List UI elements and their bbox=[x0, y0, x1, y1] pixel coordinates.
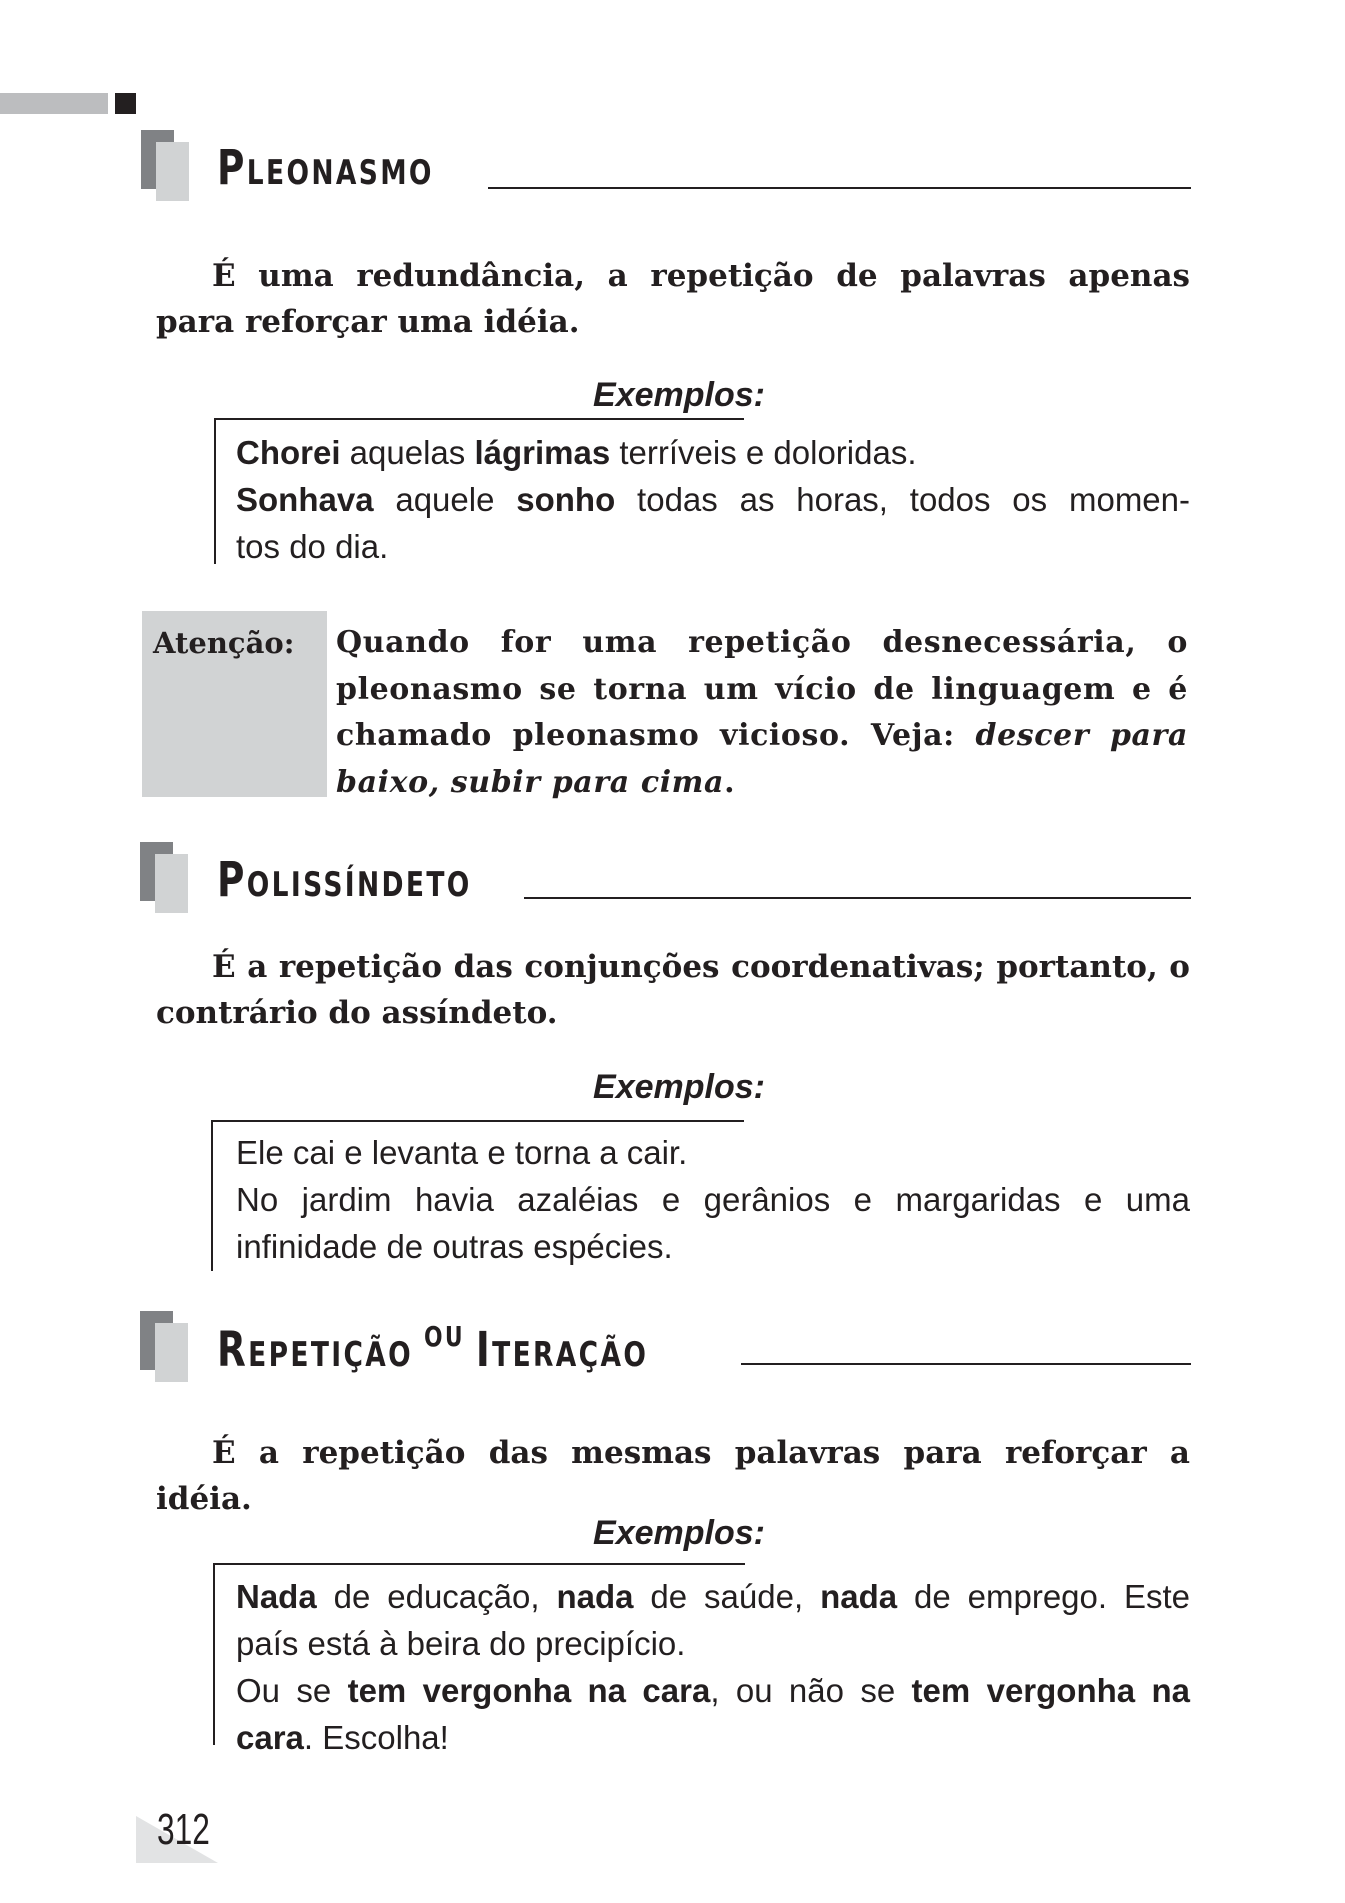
title-rest: EPETIÇÃO bbox=[248, 1335, 414, 1375]
examples-list bbox=[236, 429, 1190, 570]
example-text: Ou se bbox=[236, 1672, 348, 1709]
definition-pleonasmo bbox=[156, 253, 1190, 345]
emphasized-word: sonho bbox=[516, 481, 616, 518]
title-initial: P bbox=[217, 140, 247, 196]
top-gray-bar bbox=[0, 93, 108, 114]
heading-rule bbox=[488, 187, 1191, 189]
definition-text: É a repetição das conjunções coordenativas; portanto, o contrário do assíndeto. bbox=[156, 949, 1190, 1031]
section-title-polissindeto bbox=[217, 852, 472, 908]
attention-body: Quando for uma repetição desnecessária, o pleonasmo se torna um vício de linguagem e é chamado pleonasmo vicioso. Veja: bbox=[336, 625, 1188, 753]
example-line bbox=[236, 1176, 1190, 1223]
page-number: 312 bbox=[157, 1805, 210, 1854]
example-text: infinidade de outras espécies. bbox=[236, 1228, 673, 1265]
example-text: de educação, bbox=[316, 1578, 557, 1615]
example-line bbox=[236, 1620, 1190, 1667]
example-line bbox=[236, 523, 1190, 570]
emphasized-word: Nada bbox=[236, 1578, 317, 1615]
example-text: todas as horas, todos os momen- bbox=[615, 481, 1190, 518]
definition-text: É uma redundância, a repetição de palavras apenas para reforçar uma idéia. bbox=[156, 258, 1190, 340]
title-initial: R bbox=[217, 1322, 249, 1378]
example-text: país está à beira do precipício. bbox=[236, 1625, 686, 1662]
example-text: de saúde, bbox=[633, 1578, 821, 1615]
attention-end: . bbox=[724, 764, 736, 800]
examples-label: Exemplos: bbox=[593, 376, 765, 414]
examples-list bbox=[236, 1129, 1190, 1270]
emphasized-word: cara bbox=[236, 1719, 304, 1756]
heading-marker-icon bbox=[140, 1311, 190, 1383]
examples-label: Exemplos: bbox=[593, 1068, 765, 1106]
definition-repeticao bbox=[156, 1430, 1190, 1522]
title-rest-2: TERAÇÃO bbox=[492, 1335, 649, 1375]
examples-list bbox=[236, 1573, 1190, 1761]
examples-label: Exemplos: bbox=[593, 1514, 765, 1552]
section-title-pleonasmo bbox=[217, 140, 434, 196]
title-rest: OLISSÍNDETO bbox=[246, 865, 472, 905]
heading-rule bbox=[741, 1363, 1191, 1365]
section-title-repeticao bbox=[217, 1320, 649, 1378]
attention-label: Atenção: bbox=[153, 626, 295, 660]
attention-text bbox=[336, 620, 1188, 806]
attention-examples: descer para baixo, subir para cima bbox=[336, 718, 1188, 800]
title-initial: P bbox=[217, 852, 247, 908]
examples-box-top-rule bbox=[211, 1120, 744, 1122]
title-initial-2: I bbox=[475, 1322, 493, 1378]
example-text: No jardim havia azaléias e gerânios e margaridas e uma bbox=[236, 1181, 1190, 1218]
emphasized-word: tem vergonha na cara bbox=[347, 1672, 711, 1709]
title-connector: OU bbox=[423, 1320, 465, 1353]
example-text: aquele bbox=[373, 481, 517, 518]
title-rest: LEONASMO bbox=[246, 153, 434, 193]
example-line bbox=[236, 1714, 1190, 1761]
example-text: tos do dia. bbox=[236, 528, 389, 565]
example-text: , ou não se bbox=[710, 1672, 912, 1709]
example-line bbox=[236, 429, 1190, 476]
examples-box-left-rule bbox=[211, 1120, 213, 1271]
example-text: aquelas bbox=[340, 434, 475, 471]
example-line bbox=[236, 1129, 1190, 1176]
emphasized-word: Sonhava bbox=[236, 481, 374, 518]
marker-light-rect bbox=[155, 854, 188, 913]
example-line bbox=[236, 1223, 1190, 1270]
example-text: de emprego. Este bbox=[897, 1578, 1191, 1615]
emphasized-word: tem vergonha na bbox=[911, 1672, 1190, 1709]
top-black-square-icon bbox=[115, 93, 136, 114]
heading-marker-icon bbox=[141, 130, 191, 202]
example-text: terríveis e doloridas. bbox=[610, 434, 917, 471]
marker-light-rect bbox=[156, 142, 189, 201]
marker-light-rect bbox=[155, 1323, 188, 1382]
example-text: Ele cai e levanta e torna a cair. bbox=[236, 1134, 688, 1171]
examples-box-left-rule bbox=[213, 1563, 215, 1745]
definition-polissindeto bbox=[156, 944, 1190, 1036]
emphasized-word: lágrimas bbox=[474, 434, 611, 471]
examples-box-top-rule bbox=[213, 1563, 745, 1565]
emphasized-word: nada bbox=[556, 1578, 634, 1615]
heading-marker-icon bbox=[140, 842, 190, 914]
definition-text: É a repetição das mesmas palavras para reforçar a idéia. bbox=[156, 1435, 1190, 1517]
examples-box-top-rule bbox=[214, 418, 744, 420]
example-text: . Escolha! bbox=[303, 1719, 449, 1756]
emphasized-word: nada bbox=[820, 1578, 898, 1615]
emphasized-word: Chorei bbox=[236, 434, 341, 471]
heading-rule bbox=[524, 897, 1191, 899]
examples-box-left-rule bbox=[214, 418, 216, 564]
example-line bbox=[236, 1667, 1190, 1714]
example-line bbox=[236, 1573, 1190, 1620]
example-line bbox=[236, 476, 1190, 523]
